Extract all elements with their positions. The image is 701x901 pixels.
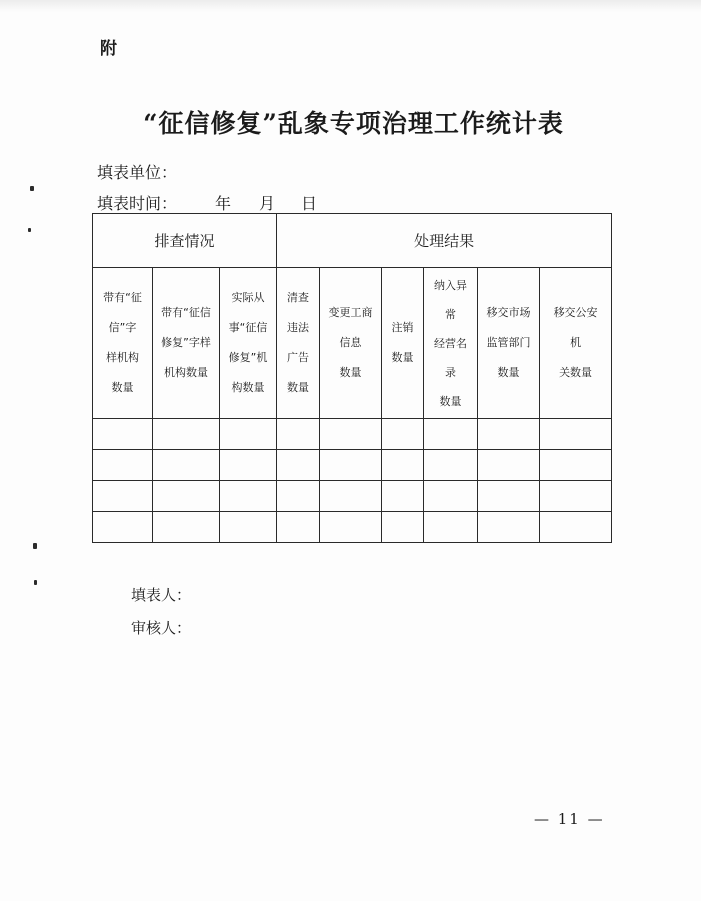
column-header: 带有“征信 修复”字样 机构数量 bbox=[153, 268, 220, 419]
column-header: 移交公安 机 关数量 bbox=[540, 268, 612, 419]
reviewer-label: 审核人： bbox=[131, 619, 192, 637]
year-label: 年 bbox=[215, 194, 232, 213]
scan-speck bbox=[34, 580, 37, 585]
document-title: “征信修复”乱象专项治理工作统计表 bbox=[143, 109, 564, 138]
table-cell bbox=[320, 512, 382, 543]
unit-label: 填表单位： bbox=[97, 163, 178, 182]
scan-speck bbox=[30, 186, 34, 191]
unit-field bbox=[97, 160, 177, 183]
column-header-row bbox=[93, 268, 612, 419]
table-row bbox=[93, 481, 612, 512]
table-cell bbox=[220, 450, 277, 481]
table-cell bbox=[382, 512, 424, 543]
table-row bbox=[93, 419, 612, 450]
table-cell bbox=[382, 419, 424, 450]
table-cell bbox=[424, 419, 478, 450]
column-header: 变更工商 信息 数量 bbox=[320, 268, 382, 419]
time-field bbox=[97, 191, 317, 214]
column-header: 带有“征 信”字 样机构 数量 bbox=[93, 268, 153, 419]
table-cell bbox=[424, 512, 478, 543]
table-cell bbox=[93, 450, 153, 481]
table-cell bbox=[153, 481, 220, 512]
column-header: 移交市场 监管部门 数量 bbox=[478, 268, 540, 419]
table-cell bbox=[320, 419, 382, 450]
filler-label: 填表人： bbox=[131, 586, 192, 604]
table-cell bbox=[478, 419, 540, 450]
table-cell bbox=[478, 481, 540, 512]
table-cell bbox=[277, 481, 320, 512]
table-cell bbox=[424, 450, 478, 481]
table-cell bbox=[540, 481, 612, 512]
table-cell bbox=[320, 450, 382, 481]
scan-speck bbox=[33, 543, 37, 549]
column-header: 实际从 事“征信 修复”机 构数量 bbox=[220, 268, 277, 419]
group-header-investigation: 排查情况 bbox=[93, 214, 277, 268]
group-header-results: 处理结果 bbox=[277, 214, 612, 268]
time-label: 填表时间： bbox=[97, 194, 178, 213]
scan-edge-shadow bbox=[0, 0, 701, 12]
table-cell bbox=[277, 512, 320, 543]
table-cell bbox=[277, 450, 320, 481]
table-row bbox=[93, 450, 612, 481]
column-header: 注销 数量 bbox=[382, 268, 424, 419]
table-cell bbox=[220, 481, 277, 512]
table-cell bbox=[424, 481, 478, 512]
table-cell bbox=[277, 419, 320, 450]
table-cell bbox=[382, 481, 424, 512]
table-cell bbox=[93, 512, 153, 543]
table-cell bbox=[220, 419, 277, 450]
table-cell bbox=[540, 512, 612, 543]
month-label: 月 bbox=[259, 194, 276, 213]
table-cell bbox=[153, 512, 220, 543]
column-header: 清查 违法 广告 数量 bbox=[277, 268, 320, 419]
appendix-label: 附 bbox=[100, 39, 117, 59]
table-cell bbox=[93, 481, 153, 512]
table-cell bbox=[478, 450, 540, 481]
table-cell bbox=[320, 481, 382, 512]
table-cell bbox=[540, 450, 612, 481]
table-cell bbox=[153, 419, 220, 450]
table-cell bbox=[540, 419, 612, 450]
day-label: 日 bbox=[301, 194, 318, 213]
column-header: 纳入异 常 经营名 录 数量 bbox=[424, 268, 478, 419]
table-cell bbox=[220, 512, 277, 543]
page-number: — 11 — bbox=[534, 810, 605, 828]
table-cell bbox=[153, 450, 220, 481]
table-cell bbox=[382, 450, 424, 481]
table-row bbox=[93, 512, 612, 543]
scan-speck bbox=[28, 228, 31, 232]
group-header-row bbox=[93, 214, 612, 268]
table-cell bbox=[478, 512, 540, 543]
statistics-table bbox=[92, 213, 612, 543]
table-cell bbox=[93, 419, 153, 450]
